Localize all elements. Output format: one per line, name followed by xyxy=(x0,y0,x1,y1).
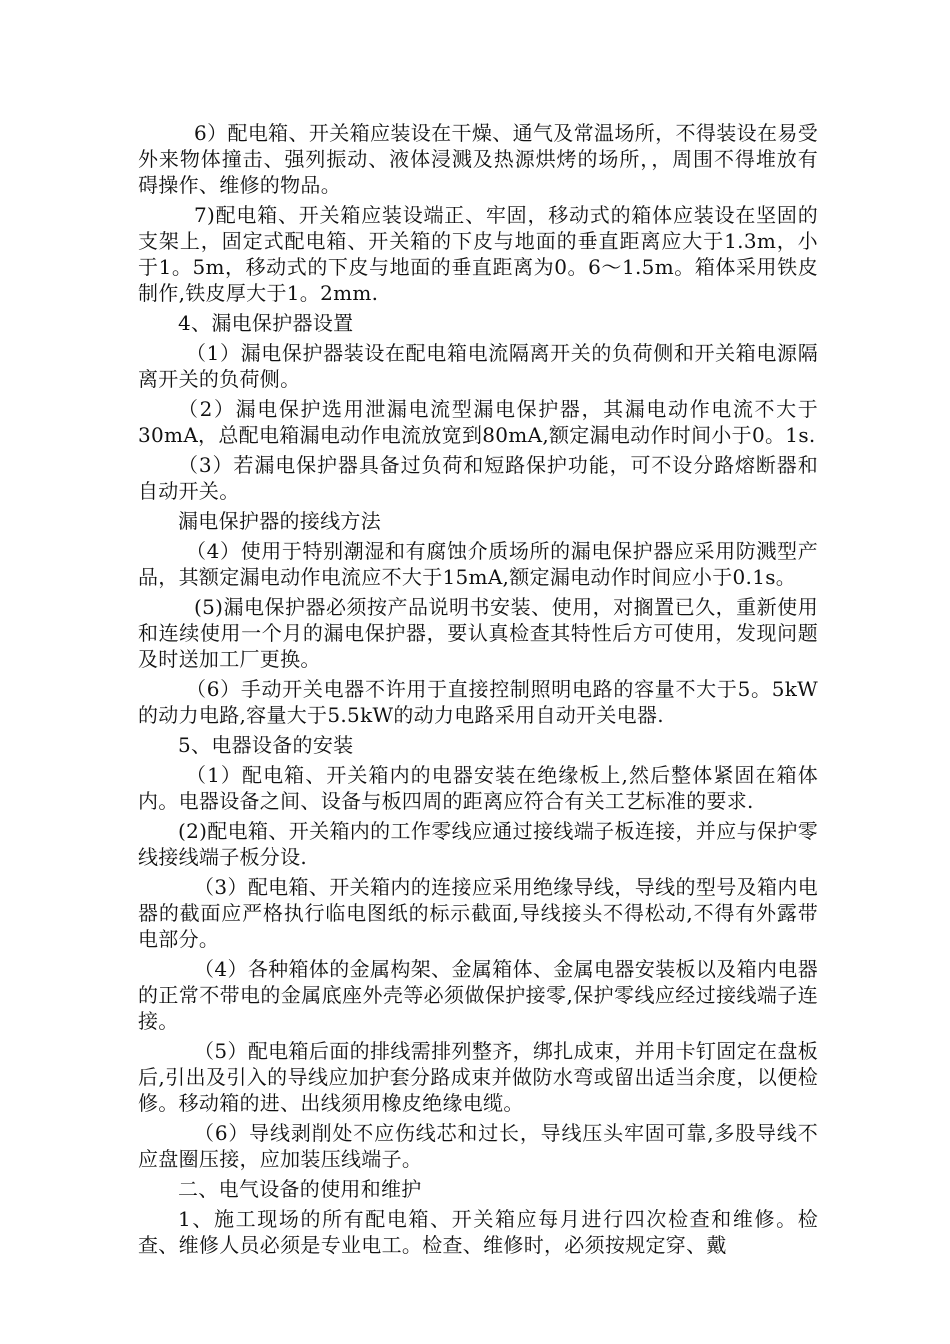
section-heading-leakage-protector: 4、漏电保护器设置 xyxy=(178,311,354,335)
paragraph-leakage-1: （1）漏电保护器装设在配电箱电流隔离开关的负荷侧和开关箱电源隔离开关的负荷侧。 xyxy=(138,341,818,391)
section-heading-equipment-install: 5、电器设备的安装 xyxy=(178,733,354,757)
section-heading-use-and-maintenance: 二、电气设备的使用和维护 xyxy=(178,1177,422,1201)
paragraph-install-6: （6）导线剥削处不应伤线芯和过长，导线压头牢固可靠,多股导线不应盘圈压接，应加装压线端子。 xyxy=(138,1121,818,1171)
paragraph-install-4: （4）各种箱体的金属构架、金属箱体、金属电器安装板以及箱内电器的正常不带电的金属底座外壳等必须做保护接零,保护零线应经过接线端子连接。 xyxy=(138,957,818,1033)
paragraph-7-install-height: 7)配电箱、开关箱应装设端正、牢固，移动式的箱体应装设在坚固的支架上，固定式配电箱、开关箱的下皮与地面的垂直距离应大于1.3m，小于1。5m，移动式的下皮与地面的垂直距离为0。6～1.5m。箱体采用铁皮制作,铁皮厚大于1。2mm. xyxy=(138,203,818,305)
paragraph-leakage-5: (5)漏电保护器必须按产品说明书安装、使用，对搁置已久，重新使用和连续使用一个月的漏电保护器，要认真检查其特性后方可使用，发现问题及时送加工厂更换。 xyxy=(138,595,818,671)
document-body xyxy=(138,120,818,1262)
paragraph-install-5: （5）配电箱后面的排线需排列整齐，绑扎成束，并用卡钉固定在盘板后,引出及引入的导线应加护套分路成束并做防水弯或留出适当余度，以便检修。移动箱的进、出线须用橡皮绝缘电缆。 xyxy=(138,1039,818,1115)
paragraph-maintenance-1: 1、施工现场的所有配电箱、开关箱应每月进行四次检查和维修。检查、维修人员必须是专业电工。检查、维修时，必须按规定穿、戴 xyxy=(138,1207,818,1257)
paragraph-install-1: （1）配电箱、开关箱内的电器安装在绝缘板上,然后整体紧固在箱体内。电器设备之间、设备与板四周的距离应符合有关工艺标准的要求. xyxy=(138,763,818,813)
paragraph-leakage-3: （3）若漏电保护器具备过负荷和短路保护功能，可不设分路熔断器和自动开关。 xyxy=(138,453,818,503)
paragraph-leakage-2: （2）漏电保护选用泄漏电流型漏电保护器，其漏电动作电流不大于30mA，总配电箱漏电动作电流放宽到80mA,额定漏电动作时间小于0。1s. xyxy=(138,397,818,447)
paragraph-6-install-location: 6）配电箱、开关箱应装设在干燥、通气及常温场所，不得装设在易受外来物体撞击、强列振动、液体浸溅及热源烘烤的场所，，周围不得堆放有碍操作、维修的物品。 xyxy=(138,121,818,197)
paragraph-install-3: （3）配电箱、开关箱内的连接应采用绝缘导线，导线的型号及箱内电器的截面应严格执行临电图纸的标示截面,导线接头不得松动,不得有外露带电部分。 xyxy=(138,875,818,951)
subheading-wiring-method: 漏电保护器的接线方法 xyxy=(178,509,381,533)
paragraph-leakage-6: （6）手动开关电器不许用于直接控制照明电路的容量不大于5。5kW的动力电路,容量大于5.5kW的动力电路采用自动开关电器. xyxy=(138,677,818,727)
paragraph-leakage-4: （4）使用于特别潮湿和有腐蚀介质场所的漏电保护器应采用防溅型产品，其额定漏电动作电流应不大于15mA,额定漏电动作时间应小于0.1s。 xyxy=(138,539,818,589)
paragraph-install-2: (2)配电箱、开关箱内的工作零线应通过接线端子板连接，并应与保护零线接线端子板分设. xyxy=(138,819,818,869)
